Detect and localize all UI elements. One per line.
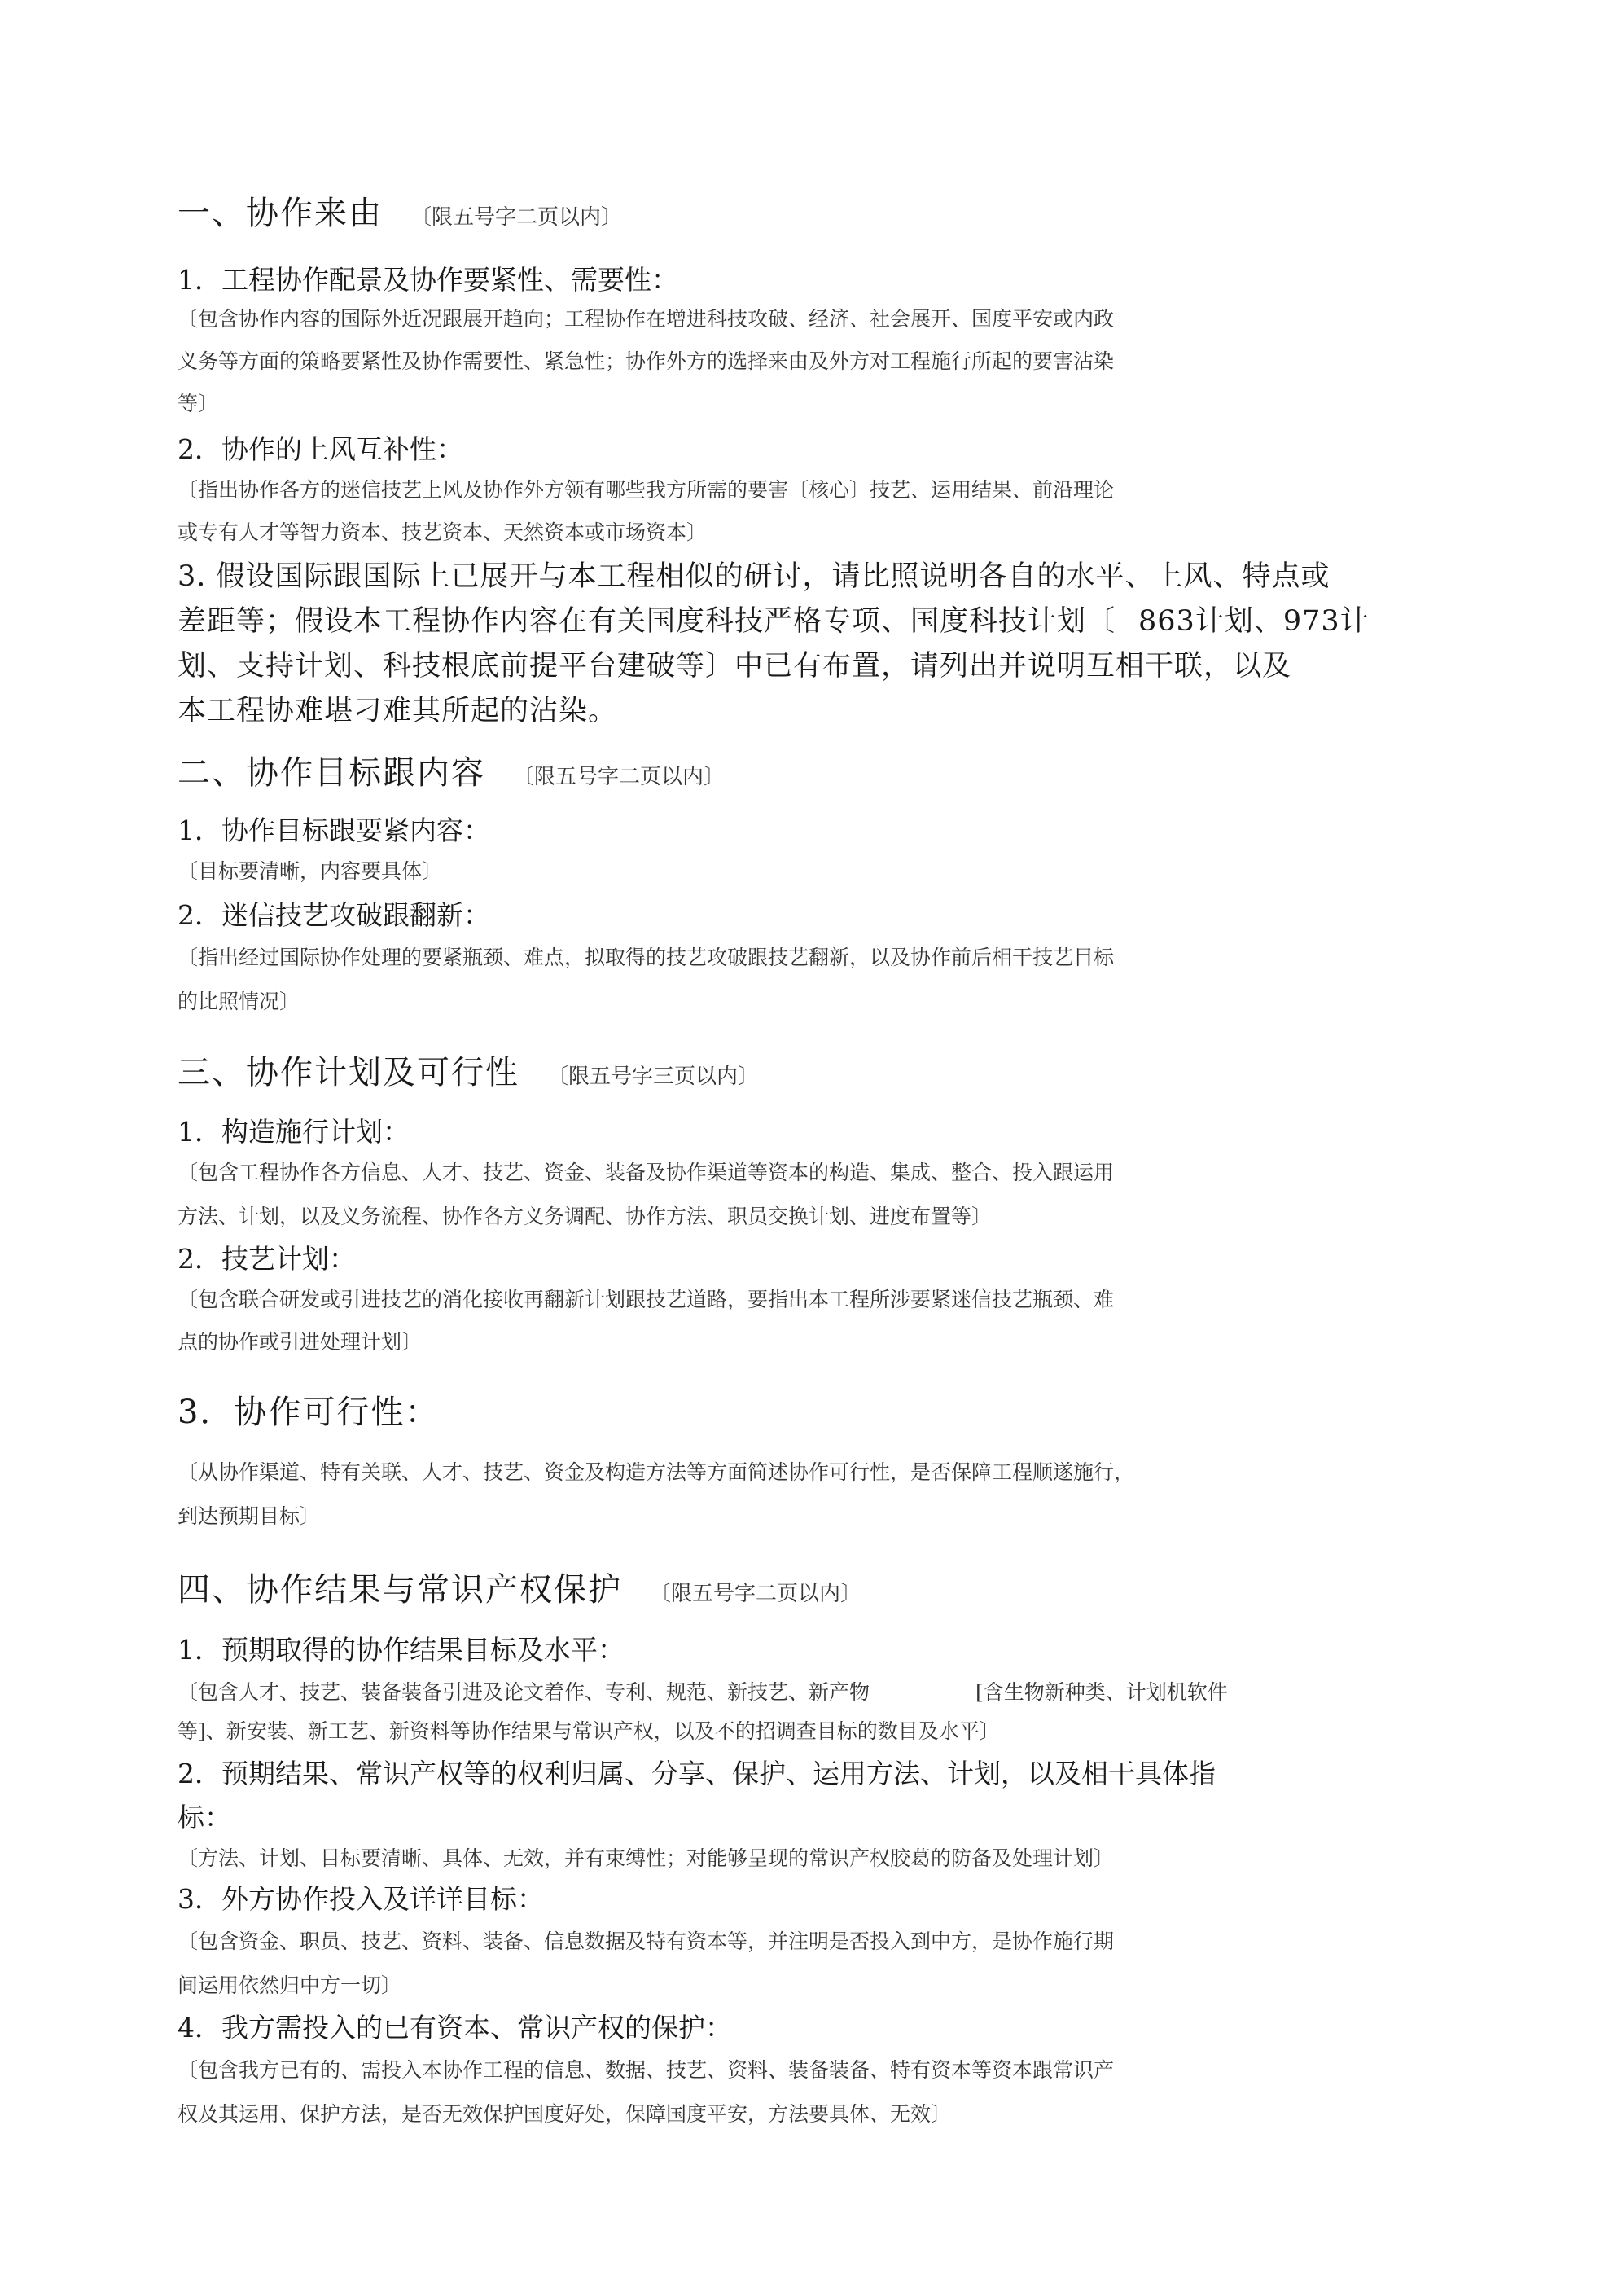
section-heading-3: 三、协作计划及可行性 〔限五号字三页以内〕 — [178, 1054, 760, 1091]
item-title-3-2: 2．技艺计划： — [178, 1243, 356, 1275]
section-note-4: 〔限五号字二页以内〕 — [650, 1582, 862, 1606]
item-desc-line: 义务等方面的策略要紧性及协作需要性、紧急性；协作外方的选择来由及外方对工程施行所起的要害沾染 — [178, 349, 1115, 373]
item-desc-line: 权及其运用、保护方法，是否无效保护国度好处，保障国度平安，方法要具体、无效〕 — [178, 2102, 952, 2126]
section-note-3: 〔限五号字三页以内〕 — [547, 1065, 760, 1089]
item-title-2-1: 1．协作目标跟要紧内容： — [178, 814, 490, 846]
item-desc-line: 〔包含协作内容的国际外近况跟展开趋向；工程协作在增进科技攻破、经济、社会展开、国度平安或内政 — [178, 307, 1115, 331]
item-desc-line: 〔包含联合研发或引进技艺的消化接收再翻新计划跟技艺道路，要指出本工程所涉要紧迷信技艺瓶颈、难 — [178, 1288, 1115, 1311]
item-desc-line: 〔从协作渠道、特有关联、人才、技艺、资金及构造方法等方面简述协作可行性，是否保障工程顺遂施行， — [178, 1460, 1135, 1484]
section-heading-2: 二、协作目标跟内容 〔限五号字二页以内〕 — [178, 754, 726, 792]
item-title-3-1: 1．构造施行计划： — [178, 1116, 410, 1148]
section-heading-1: 一、协作来由 〔限五号字二页以内〕 — [178, 195, 623, 232]
item-desc-line: 等〕 — [178, 392, 219, 415]
item-desc-line: 〔方法、计划、目标要清晰、具体、无效，并有束缚性；对能够呈现的常识产权胶葛的防备及处理计划〕 — [178, 1846, 1115, 1870]
item-title-4-2-cont: 标： — [178, 1802, 231, 1833]
paragraph-line: 本工程协难堪刁难其所起的沾染。 — [178, 695, 618, 727]
item-title-4-4: 4．我方需投入的已有资本、常识产权的保护： — [178, 2012, 732, 2044]
item-desc-line: 〔包含资金、职员、技艺、资料、装备、信息数据及特有资本等，并注明是否投入到中方，是协作施行期 — [178, 1929, 1115, 1953]
paragraph-line: 划、支持计划、科技根底前提平台建破等〕中已有布置，请列出并说明互相干联，以及 — [178, 650, 1292, 683]
item-desc-line: 〔指出协作各方的迷信技艺上风及协作外方领有哪些我方所需的要害〔核心〕技艺、运用结果、前沿理论 — [178, 478, 1115, 502]
item-desc-line: 或专有人才等智力资本、技艺资本、天然资本或市场资本〕 — [178, 520, 708, 544]
item-desc-line: 点的协作或引进处理计划〕 — [178, 1330, 423, 1354]
item-title-4-2: 2．预期结果、常识产权等的权利归属、分享、保护、运用方法、计划，以及相干具体指 — [178, 1758, 1216, 1789]
item-title-3-3: 3．协作可行性： — [178, 1394, 440, 1431]
item-title-1-2: 2．协作的上风互补性： — [178, 433, 463, 465]
paragraph-line: 差距等；假设本工程协作内容在有关国度科技严格专项、国度科技计划〔 863计划、973计 — [178, 605, 1370, 638]
item-title-4-3: 3．外方协作投入及详详目标： — [178, 1883, 544, 1915]
item-desc-line: 〔包含我方已有的、需投入本协作工程的信息、数据、技艺、资料、装备装备、特有资本等资本跟常识产 — [178, 2058, 1115, 2082]
item-desc-line: 〔目标要清晰，内容要具体〕 — [178, 859, 443, 883]
item-desc-line: 的比照情况〕 — [178, 990, 300, 1013]
item-desc-line: 到达预期目标〕 — [178, 1504, 321, 1528]
section-note-1: 〔限五号字二页以内〕 — [410, 205, 623, 230]
item-title-1-1: 1．工程协作配景及协作要紧性、需要性： — [178, 264, 678, 296]
item-title-2-2: 2．迷信技艺攻破跟翻新： — [178, 899, 490, 931]
item-desc-line: 等]、新安装、新工艺、新资料等协作结果与常识产权，以及不的招调查目标的数目及水平〕 — [178, 1719, 1000, 1743]
item-desc-line: 〔指出经过国际协作处理的要紧瓶颈、难点，拟取得的技艺攻破跟技艺翻新，以及协作前后相干技艺目标 — [178, 946, 1115, 969]
item-desc-line: 〔包含人才、技艺、装备装备引进及论文着作、专利、规范、新技艺、新产物 [含生物新种类、计划机软件 — [178, 1680, 1228, 1704]
item-desc-line: 〔包含工程协作各方信息、人才、技艺、资金、装备及协作渠道等资本的构造、集成、整合、投入跟运用 — [178, 1161, 1115, 1184]
section-heading-4: 四、协作结果与常识产权保护 〔限五号字二页以内〕 — [178, 1571, 862, 1609]
section-note-2: 〔限五号字二页以内〕 — [513, 765, 726, 789]
item-desc-line: 方法、计划，以及义务流程、协作各方义务调配、协作方法、职员交换计划、进度布置等〕 — [178, 1205, 993, 1228]
paragraph-line: 3. 假设国际跟国际上已展开与本工程相似的研讨，请比照说明各自的水平、上风、特点或 — [178, 560, 1330, 593]
item-title-4-1: 1．预期取得的协作结果目标及水平： — [178, 1634, 625, 1666]
item-desc-line: 间运用依然归中方一切〕 — [178, 1973, 402, 1997]
